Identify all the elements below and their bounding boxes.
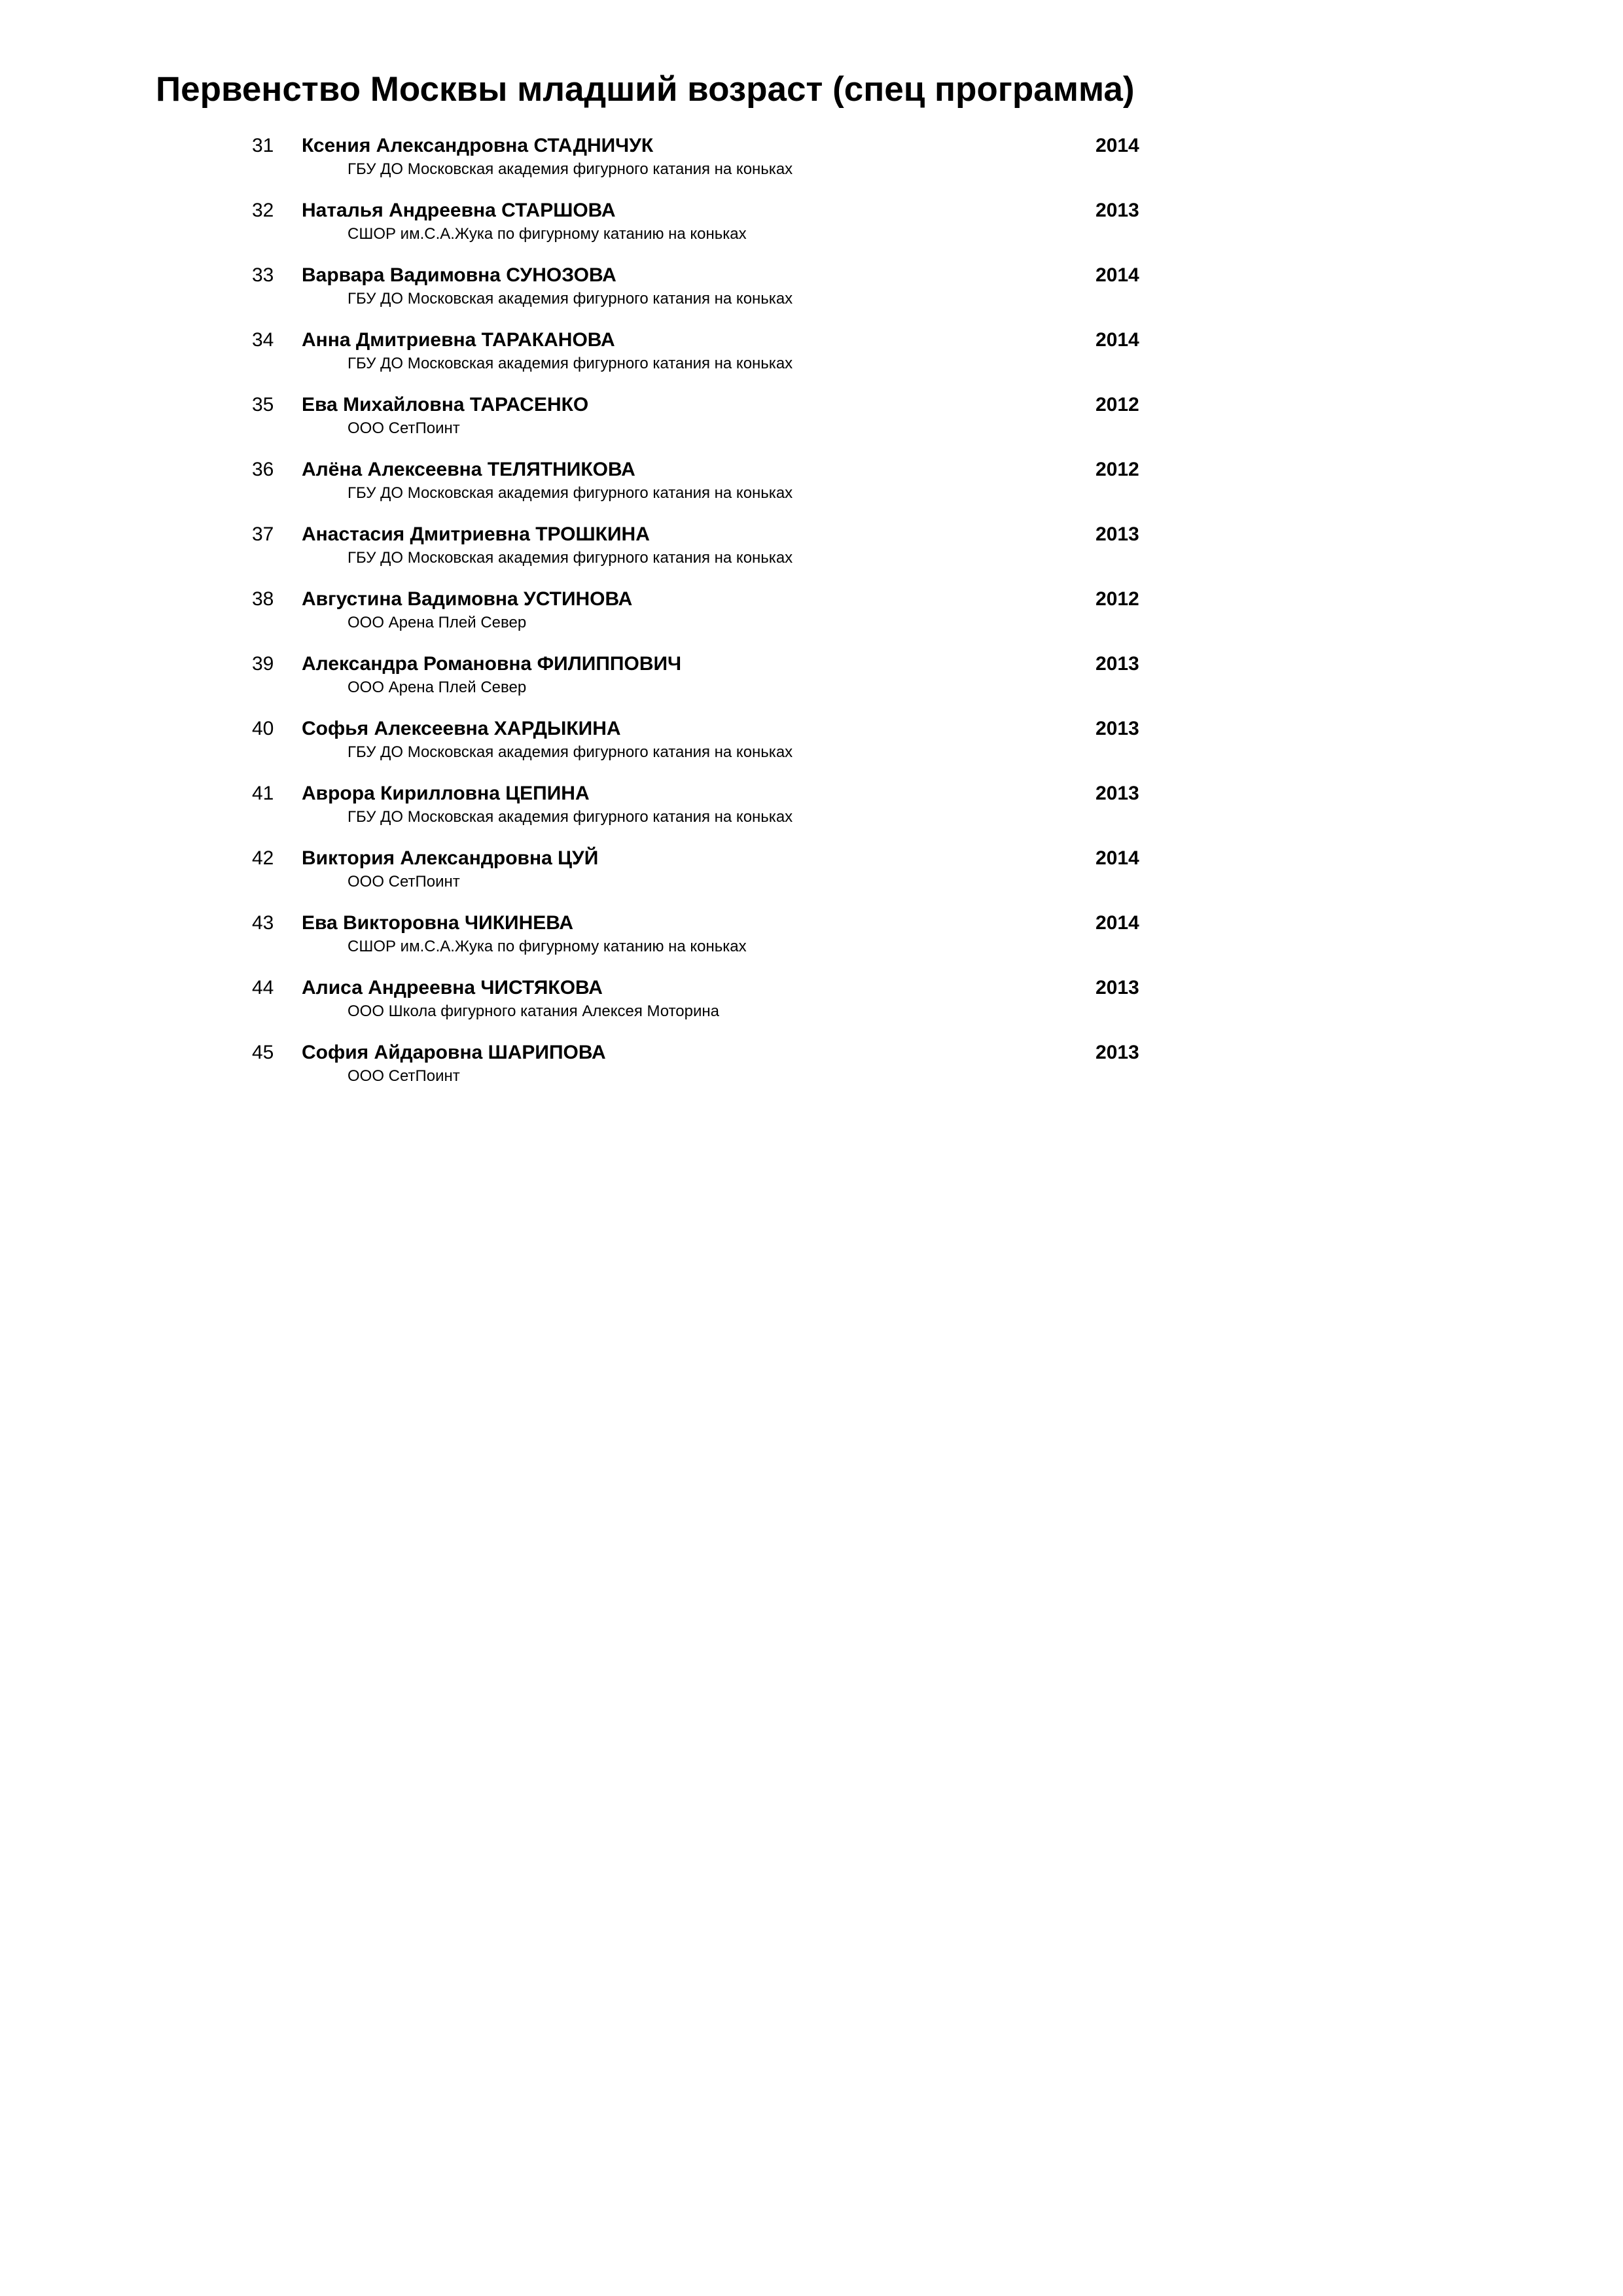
club-name: ООО СетПоинт (348, 419, 460, 437)
participants-list (0, 128, 1623, 1100)
entry-number: 34 (252, 329, 274, 351)
entry-number: 44 (252, 977, 274, 998)
club-name: ГБУ ДО Московская академия фигурного катания на коньках (348, 355, 793, 372)
participant-entry (0, 970, 1623, 1035)
club-name: ГБУ ДО Московская академия фигурного катания на коньках (348, 743, 793, 761)
entry-number: 40 (252, 718, 274, 739)
participant-entry (0, 452, 1623, 517)
club-name: ООО СетПоинт (348, 873, 460, 891)
participant-entry (0, 128, 1623, 193)
entry-number: 31 (252, 135, 274, 156)
birth-year: 2013 (1096, 653, 1139, 675)
participant-name: Анна Дмитриевна ТАРАКАНОВА (302, 329, 615, 351)
participant-name: Варвара Вадимовна СУНОЗОВА (302, 264, 616, 286)
club-name: ГБУ ДО Московская академия фигурного катания на коньках (348, 549, 793, 567)
birth-year: 2012 (1096, 394, 1139, 415)
entry-number: 35 (252, 394, 274, 415)
participant-entry (0, 193, 1623, 258)
participant-entry (0, 1035, 1623, 1100)
participant-name: Августина Вадимовна УСТИНОВА (302, 588, 633, 610)
entry-number: 32 (252, 200, 274, 221)
participant-name: Виктория Александровна ЦУЙ (302, 847, 599, 869)
participant-entry (0, 841, 1623, 906)
birth-year: 2013 (1096, 523, 1139, 545)
club-name: СШОР им.С.А.Жука по фигурному катанию на коньках (348, 938, 747, 955)
club-name: ООО Школа фигурного катания Алексея Моторина (348, 1002, 719, 1020)
club-name: ГБУ ДО Московская академия фигурного катания на коньках (348, 808, 793, 826)
participant-entry (0, 323, 1623, 387)
birth-year: 2013 (1096, 718, 1139, 739)
page-title: Первенство Москвы младший возраст (спец программа) (156, 70, 1135, 109)
birth-year: 2012 (1096, 459, 1139, 480)
participant-name: Александра Романовна ФИЛИППОВИЧ (302, 653, 682, 675)
participant-entry (0, 387, 1623, 452)
club-name: ГБУ ДО Московская академия фигурного катания на коньках (348, 290, 793, 308)
participant-name: Софья Алексеевна ХАРДЫКИНА (302, 718, 621, 739)
participant-entry (0, 646, 1623, 711)
birth-year: 2013 (1096, 783, 1139, 804)
participant-name: Алиса Андреевна ЧИСТЯКОВА (302, 977, 603, 998)
participant-name: Алёна Алексеевна ТЕЛЯТНИКОВА (302, 459, 635, 480)
entry-number: 36 (252, 459, 274, 480)
participant-entry (0, 906, 1623, 970)
participant-name: Ева Михайловна ТАРАСЕНКО (302, 394, 589, 415)
birth-year: 2012 (1096, 588, 1139, 610)
entry-number: 33 (252, 264, 274, 286)
entry-number: 45 (252, 1042, 274, 1063)
participant-name: София Айдаровна ШАРИПОВА (302, 1042, 606, 1063)
participant-entry (0, 776, 1623, 841)
club-name: ГБУ ДО Московская академия фигурного катания на коньках (348, 484, 793, 502)
participant-entry (0, 582, 1623, 646)
birth-year: 2014 (1096, 264, 1139, 286)
entry-number: 38 (252, 588, 274, 610)
club-name: ООО Арена Плей Север (348, 614, 527, 631)
club-name: СШОР им.С.А.Жука по фигурному катанию на коньках (348, 225, 747, 243)
club-name: ООО СетПоинт (348, 1067, 460, 1085)
participant-name: Ксения Александровна СТАДНИЧУК (302, 135, 654, 156)
birth-year: 2014 (1096, 847, 1139, 869)
birth-year: 2014 (1096, 329, 1139, 351)
entry-number: 43 (252, 912, 274, 934)
birth-year: 2014 (1096, 912, 1139, 934)
club-name: ГБУ ДО Московская академия фигурного катания на коньках (348, 160, 793, 178)
participant-name: Анастасия Дмитриевна ТРОШКИНА (302, 523, 650, 545)
entry-number: 37 (252, 523, 274, 545)
participant-name: Ева Викторовна ЧИКИНЕВА (302, 912, 574, 934)
birth-year: 2013 (1096, 1042, 1139, 1063)
entry-number: 41 (252, 783, 274, 804)
birth-year: 2013 (1096, 977, 1139, 998)
club-name: ООО Арена Плей Север (348, 679, 527, 696)
birth-year: 2013 (1096, 200, 1139, 221)
entry-number: 42 (252, 847, 274, 869)
participant-entry (0, 258, 1623, 323)
entry-number: 39 (252, 653, 274, 675)
participant-name: Аврора Кирилловна ЦЕПИНА (302, 783, 590, 804)
participant-entry (0, 711, 1623, 776)
participant-entry (0, 517, 1623, 582)
birth-year: 2014 (1096, 135, 1139, 156)
participant-name: Наталья Андреевна СТАРШОВА (302, 200, 616, 221)
